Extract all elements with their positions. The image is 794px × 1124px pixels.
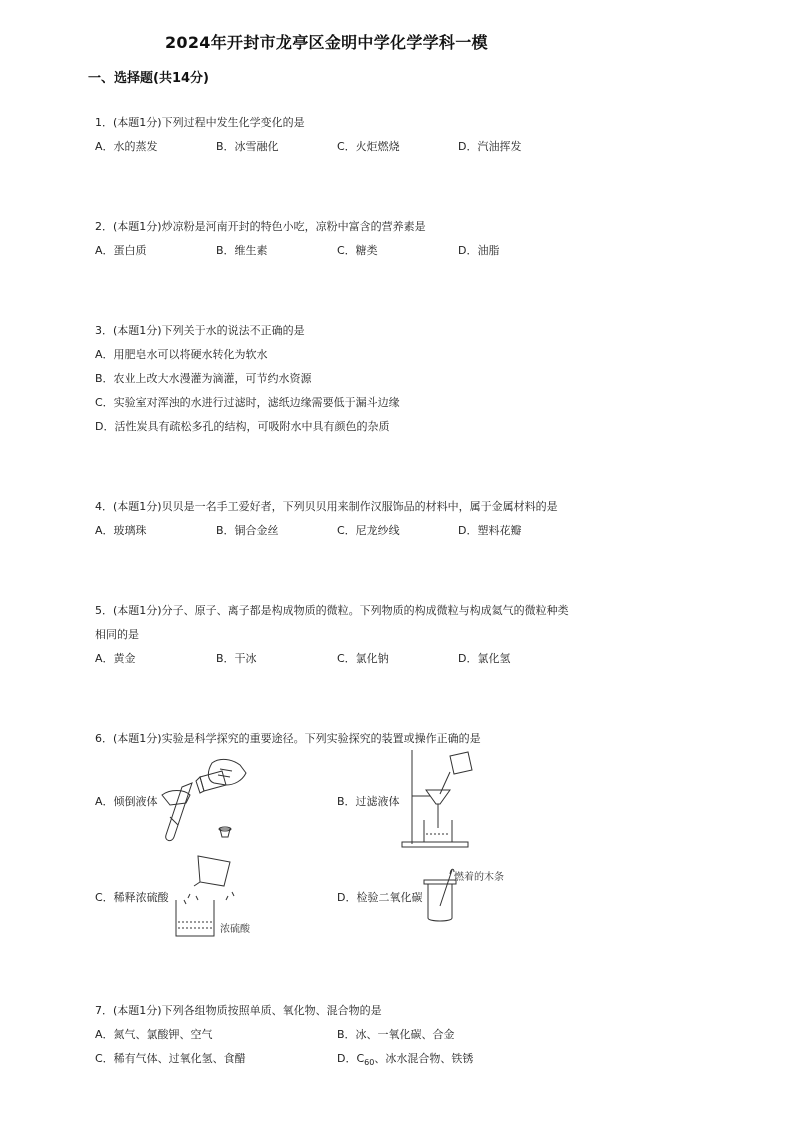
q2-option-b: B．维生素	[216, 244, 268, 257]
q4-option-d: D．塑料花瓣	[458, 524, 522, 537]
q7-option-c: C．稀有气体、过氧化氢、食醋	[95, 1052, 246, 1065]
figure-pouring-liquid	[160, 755, 250, 845]
q5-option-b: B．干冰	[216, 652, 257, 665]
question-5-stem-line2: 相同的是	[95, 628, 139, 641]
q6-option-b: B．过滤液体	[337, 795, 400, 808]
q1-option-a: A．水的蒸发	[95, 140, 158, 153]
q2-option-d: D．油脂	[458, 244, 500, 257]
figure-c-label: 浓硫酸	[220, 924, 250, 935]
q6-option-d: D．检验二氧化碳	[337, 891, 423, 904]
q4-option-a: A．玻璃珠	[95, 524, 147, 537]
q2-option-c: C．糖类	[337, 244, 378, 257]
q6-option-c: C．稀释浓硫酸	[95, 891, 169, 904]
q7-option-d-prefix: D．C	[337, 1052, 365, 1065]
q7-option-a: A．氮气、氯酸钾、空气	[95, 1028, 213, 1041]
question-5-stem-line1: 5．(本题1分)分子、原子、离子都是构成物质的微粒。下列物质的构成微粒与构成氦气的微粒种类	[95, 604, 569, 617]
q3-option-c: C．实验室对浑浊的水进行过滤时，滤纸边缘需要低于漏斗边缘	[95, 396, 400, 409]
q3-option-b: B．农业上改大水漫灌为滴灌，可节约水资源	[95, 372, 312, 385]
q7-option-b: B．冰、一氧化碳、合金	[337, 1028, 455, 1041]
q1-option-c: C．火炬燃烧	[337, 140, 400, 153]
q7-option-d-suffix: 、冰水混合物、铁锈	[374, 1052, 474, 1065]
q4-option-c: C．尼龙纱线	[337, 524, 400, 537]
q2-option-a: A．蛋白质	[95, 244, 147, 257]
q1-option-b: B．冰雪融化	[216, 140, 279, 153]
question-7-stem: 7．(本题1分)下列各组物质按照单质、氧化物、混合物的是	[95, 1004, 382, 1017]
q1-option-d: D．汽油挥发	[458, 140, 522, 153]
section-heading: 一、选择题(共14分)	[88, 71, 209, 86]
q5-option-c: C．氯化钠	[337, 652, 389, 665]
q7-option-d	[337, 1050, 473, 1067]
q3-option-d: D．活性炭具有疏松多孔的结构，可吸附水中具有颜色的杂质	[95, 420, 390, 433]
q4-option-b: B．铜合金丝	[216, 524, 279, 537]
q6-option-a: A．倾倒液体	[95, 795, 158, 808]
q7-option-d-subscript: 60	[364, 1058, 375, 1067]
figure-co2-test	[420, 866, 520, 926]
document-title: 2024年开封市龙亭区金明中学化学学科一模	[165, 33, 488, 52]
question-6-stem: 6．(本题1分)实验是科学探究的重要途径。下列实验探究的装置或操作正确的是	[95, 732, 481, 745]
q5-option-d: D．氯化氢	[458, 652, 511, 665]
figure-filtration	[400, 750, 480, 850]
q3-option-a: A．用肥皂水可以将硬水转化为软水	[95, 348, 268, 361]
question-2-stem: 2．(本题1分)炒凉粉是河南开封的特色小吃，凉粉中富含的营养素是	[95, 220, 426, 233]
question-3-stem: 3．(本题1分)下列关于水的说法不正确的是	[95, 324, 305, 337]
figure-d-label: 燃着的木条	[454, 872, 504, 883]
figure-dilution	[170, 852, 260, 944]
question-4-stem: 4．(本题1分)贝贝是一名手工爱好者，下列贝贝用来制作汉服饰品的材料中，属于金属材料的是	[95, 500, 558, 513]
question-1-stem: 1．(本题1分)下列过程中发生化学变化的是	[95, 116, 305, 129]
q5-option-a: A．黄金	[95, 652, 136, 665]
